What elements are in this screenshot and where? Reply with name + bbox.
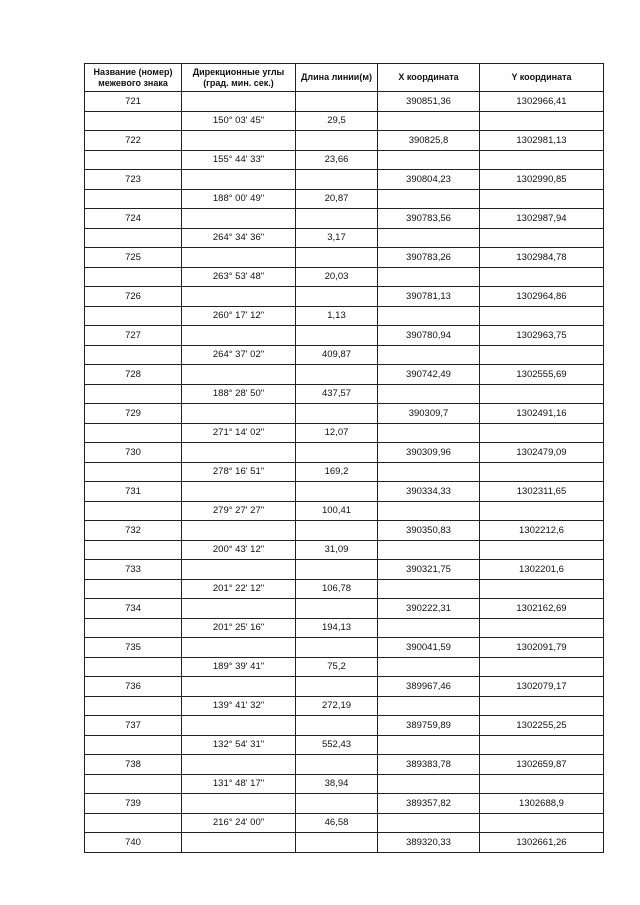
table-row [85,774,604,794]
bearing-cell: 131° 48' 17" [182,774,296,794]
bearing-cell [182,599,296,619]
y-coordinate-cell: 1302091,79 [480,638,604,658]
y-coordinate-cell: 1302079,17 [480,677,604,697]
mark-name-cell [85,189,182,209]
bearing-cell [182,287,296,307]
bearing-cell [182,482,296,502]
line-length-cell: 75,2 [296,657,378,677]
y-coordinate-cell: 1302964,86 [480,287,604,307]
table-row [85,599,604,619]
header-mark-name: Название (номер) межевого знака [85,64,182,92]
y-coordinate-cell: 1302661,26 [480,833,604,853]
bearing-cell: 264° 34' 36" [182,228,296,248]
x-coordinate-cell [378,813,480,833]
table-row [85,618,604,638]
mark-name-cell [85,423,182,443]
table-row [85,482,604,502]
y-coordinate-cell [480,813,604,833]
x-coordinate-cell [378,501,480,521]
mark-name-cell [85,501,182,521]
line-length-cell [296,599,378,619]
mark-name-cell: 734 [85,599,182,619]
mark-name-cell [85,267,182,287]
mark-name-cell: 736 [85,677,182,697]
line-length-cell [296,248,378,268]
bearing-cell: 188° 28' 50" [182,384,296,404]
line-length-cell [296,92,378,112]
y-coordinate-cell: 1302201,6 [480,560,604,580]
line-length-cell: 3,17 [296,228,378,248]
mark-name-cell: 740 [85,833,182,853]
line-length-cell [296,833,378,853]
line-length-cell [296,716,378,736]
bearing-cell [182,794,296,814]
table-row [85,287,604,307]
line-length-cell [296,287,378,307]
bearing-cell: 260° 17' 12" [182,306,296,326]
table-row [85,92,604,112]
y-coordinate-cell [480,618,604,638]
table-row [85,462,604,482]
y-coordinate-cell [480,228,604,248]
x-coordinate-cell [378,462,480,482]
y-coordinate-cell: 1302688,9 [480,794,604,814]
bearing-cell: 271° 14' 02" [182,423,296,443]
x-coordinate-cell [378,423,480,443]
table-body [85,92,604,853]
y-coordinate-cell [480,306,604,326]
mark-name-cell [85,774,182,794]
mark-name-cell [85,657,182,677]
line-length-cell [296,482,378,502]
y-coordinate-cell: 1302659,87 [480,755,604,775]
table-row [85,404,604,424]
x-coordinate-cell [378,618,480,638]
line-length-cell: 409,87 [296,345,378,365]
y-coordinate-cell [480,540,604,560]
bearing-cell [182,560,296,580]
y-coordinate-cell: 1302212,6 [480,521,604,541]
x-coordinate-cell: 390780,94 [378,326,480,346]
mark-name-cell [85,462,182,482]
x-coordinate-cell [378,189,480,209]
line-length-cell: 12,07 [296,423,378,443]
mark-name-cell: 724 [85,209,182,229]
bearing-cell: 201° 22' 12" [182,579,296,599]
y-coordinate-cell [480,150,604,170]
table-row [85,696,604,716]
bearing-cell [182,677,296,697]
table-row [85,131,604,151]
mark-name-cell [85,345,182,365]
mark-name-cell [85,150,182,170]
mark-name-cell [85,306,182,326]
bearing-cell [182,833,296,853]
x-coordinate-cell [378,228,480,248]
line-length-cell: 46,58 [296,813,378,833]
x-coordinate-cell: 390222,31 [378,599,480,619]
y-coordinate-cell: 1302966,41 [480,92,604,112]
x-coordinate-cell: 390041,59 [378,638,480,658]
x-coordinate-cell: 390742,49 [378,365,480,385]
table-row [85,326,604,346]
x-coordinate-cell [378,696,480,716]
line-length-cell: 437,57 [296,384,378,404]
mark-name-cell [85,228,182,248]
bearing-cell: 150° 03' 45" [182,111,296,131]
line-length-cell [296,794,378,814]
line-length-cell [296,404,378,424]
y-coordinate-cell: 1302990,85 [480,170,604,190]
line-length-cell [296,443,378,463]
table-row [85,189,604,209]
y-coordinate-cell [480,267,604,287]
x-coordinate-cell: 389759,89 [378,716,480,736]
table-row [85,521,604,541]
y-coordinate-cell [480,501,604,521]
y-coordinate-cell: 1302987,94 [480,209,604,229]
line-length-cell: 552,43 [296,735,378,755]
line-length-cell: 194,13 [296,618,378,638]
mark-name-cell [85,579,182,599]
table-row [85,209,604,229]
table-row [85,755,604,775]
line-length-cell [296,638,378,658]
x-coordinate-cell [378,111,480,131]
coordinates-table [84,63,604,853]
bearing-cell: 188° 00' 49" [182,189,296,209]
mark-name-cell: 738 [85,755,182,775]
bearing-cell: 279° 27' 27" [182,501,296,521]
line-length-cell [296,170,378,190]
y-coordinate-cell [480,579,604,599]
header-row [85,64,604,92]
table-row [85,345,604,365]
mark-name-cell [85,735,182,755]
mark-name-cell: 729 [85,404,182,424]
mark-name-cell: 737 [85,716,182,736]
bearing-cell: 263° 53' 48" [182,267,296,287]
table-row [85,111,604,131]
line-length-cell: 23,66 [296,150,378,170]
table-row [85,228,604,248]
x-coordinate-cell: 389320,33 [378,833,480,853]
x-coordinate-cell: 389383,78 [378,755,480,775]
table-row [85,540,604,560]
table-row [85,365,604,385]
bearing-cell [182,716,296,736]
line-length-cell [296,560,378,580]
mark-name-cell: 727 [85,326,182,346]
x-coordinate-cell [378,579,480,599]
y-coordinate-cell [480,735,604,755]
mark-name-cell [85,540,182,560]
bearing-cell [182,209,296,229]
bearing-cell [182,521,296,541]
table-row [85,267,604,287]
line-length-cell: 100,41 [296,501,378,521]
bearing-cell: 201° 25' 16" [182,618,296,638]
table-row [85,443,604,463]
line-length-cell [296,755,378,775]
y-coordinate-cell [480,384,604,404]
line-length-cell [296,677,378,697]
table-row [85,423,604,443]
line-length-cell: 1,13 [296,306,378,326]
line-length-cell: 20,87 [296,189,378,209]
line-length-cell: 106,78 [296,579,378,599]
mark-name-cell: 721 [85,92,182,112]
y-coordinate-cell: 1302479,09 [480,443,604,463]
x-coordinate-cell [378,306,480,326]
table-row [85,560,604,580]
bearing-cell [182,365,296,385]
y-coordinate-cell: 1302963,75 [480,326,604,346]
bearing-cell: 132° 54' 31" [182,735,296,755]
x-coordinate-cell: 390783,56 [378,209,480,229]
mark-name-cell: 725 [85,248,182,268]
bearing-cell [182,248,296,268]
mark-name-cell [85,111,182,131]
table-row [85,657,604,677]
x-coordinate-cell: 390781,13 [378,287,480,307]
x-coordinate-cell [378,150,480,170]
table-row [85,716,604,736]
bearing-cell: 200° 43' 12" [182,540,296,560]
x-coordinate-cell [378,540,480,560]
x-coordinate-cell: 390309,7 [378,404,480,424]
header-line-length: Длина линии(м) [296,64,378,92]
bearing-cell: 189° 39' 41" [182,657,296,677]
table-row [85,170,604,190]
mark-name-cell [85,384,182,404]
table-row [85,306,604,326]
x-coordinate-cell [378,345,480,365]
x-coordinate-cell [378,267,480,287]
table-row [85,813,604,833]
x-coordinate-cell [378,774,480,794]
table-header [85,64,604,92]
line-length-cell: 38,94 [296,774,378,794]
table-row [85,579,604,599]
table-row [85,833,604,853]
bearing-cell [182,404,296,424]
table-row [85,384,604,404]
y-coordinate-cell [480,111,604,131]
y-coordinate-cell [480,774,604,794]
header-y-coordinate: Y координата [480,64,604,92]
bearing-cell: 139° 41' 32" [182,696,296,716]
bearing-cell: 264° 37' 02" [182,345,296,365]
mark-name-cell [85,618,182,638]
line-length-cell [296,131,378,151]
y-coordinate-cell: 1302981,13 [480,131,604,151]
line-length-cell: 272,19 [296,696,378,716]
x-coordinate-cell: 390804,23 [378,170,480,190]
bearing-cell [182,443,296,463]
bearing-cell [182,638,296,658]
bearing-cell: 216° 24' 00" [182,813,296,833]
mark-name-cell: 739 [85,794,182,814]
y-coordinate-cell: 1302162,69 [480,599,604,619]
bearing-cell [182,92,296,112]
line-length-cell [296,521,378,541]
line-length-cell [296,209,378,229]
header-x-coordinate: X координата [378,64,480,92]
x-coordinate-cell: 390851,36 [378,92,480,112]
bearing-cell [182,326,296,346]
y-coordinate-cell: 1302984,78 [480,248,604,268]
table-row [85,248,604,268]
table-row [85,677,604,697]
x-coordinate-cell [378,384,480,404]
line-length-cell: 31,09 [296,540,378,560]
table-row [85,794,604,814]
y-coordinate-cell [480,657,604,677]
y-coordinate-cell: 1302311,65 [480,482,604,502]
y-coordinate-cell: 1302491,16 [480,404,604,424]
mark-name-cell: 733 [85,560,182,580]
bearing-cell: 155° 44' 33" [182,150,296,170]
mark-name-cell [85,696,182,716]
line-length-cell [296,326,378,346]
x-coordinate-cell [378,735,480,755]
x-coordinate-cell: 390321,75 [378,560,480,580]
mark-name-cell [85,813,182,833]
x-coordinate-cell: 390334,33 [378,482,480,502]
x-coordinate-cell: 390783,26 [378,248,480,268]
y-coordinate-cell [480,462,604,482]
line-length-cell: 29,5 [296,111,378,131]
y-coordinate-cell [480,423,604,443]
mark-name-cell: 730 [85,443,182,463]
table-row [85,638,604,658]
y-coordinate-cell: 1302555,69 [480,365,604,385]
table-row [85,501,604,521]
table-row [85,735,604,755]
y-coordinate-cell: 1302255,25 [480,716,604,736]
x-coordinate-cell: 389967,46 [378,677,480,697]
y-coordinate-cell [480,696,604,716]
bearing-cell [182,755,296,775]
line-length-cell: 169,2 [296,462,378,482]
x-coordinate-cell: 389357,82 [378,794,480,814]
y-coordinate-cell [480,189,604,209]
header-bearing: Дирекционные углы (град. мин. сек.) [182,64,296,92]
x-coordinate-cell: 390309,96 [378,443,480,463]
mark-name-cell: 732 [85,521,182,541]
mark-name-cell: 722 [85,131,182,151]
mark-name-cell: 731 [85,482,182,502]
x-coordinate-cell: 390350,83 [378,521,480,541]
bearing-cell [182,131,296,151]
line-length-cell: 20,03 [296,267,378,287]
boundary-marks-sheet [84,63,603,853]
bearing-cell: 278° 16' 51" [182,462,296,482]
x-coordinate-cell: 390825,8 [378,131,480,151]
x-coordinate-cell [378,657,480,677]
bearing-cell [182,170,296,190]
line-length-cell [296,365,378,385]
mark-name-cell: 723 [85,170,182,190]
y-coordinate-cell [480,345,604,365]
mark-name-cell: 728 [85,365,182,385]
mark-name-cell: 726 [85,287,182,307]
table-row [85,150,604,170]
mark-name-cell: 735 [85,638,182,658]
